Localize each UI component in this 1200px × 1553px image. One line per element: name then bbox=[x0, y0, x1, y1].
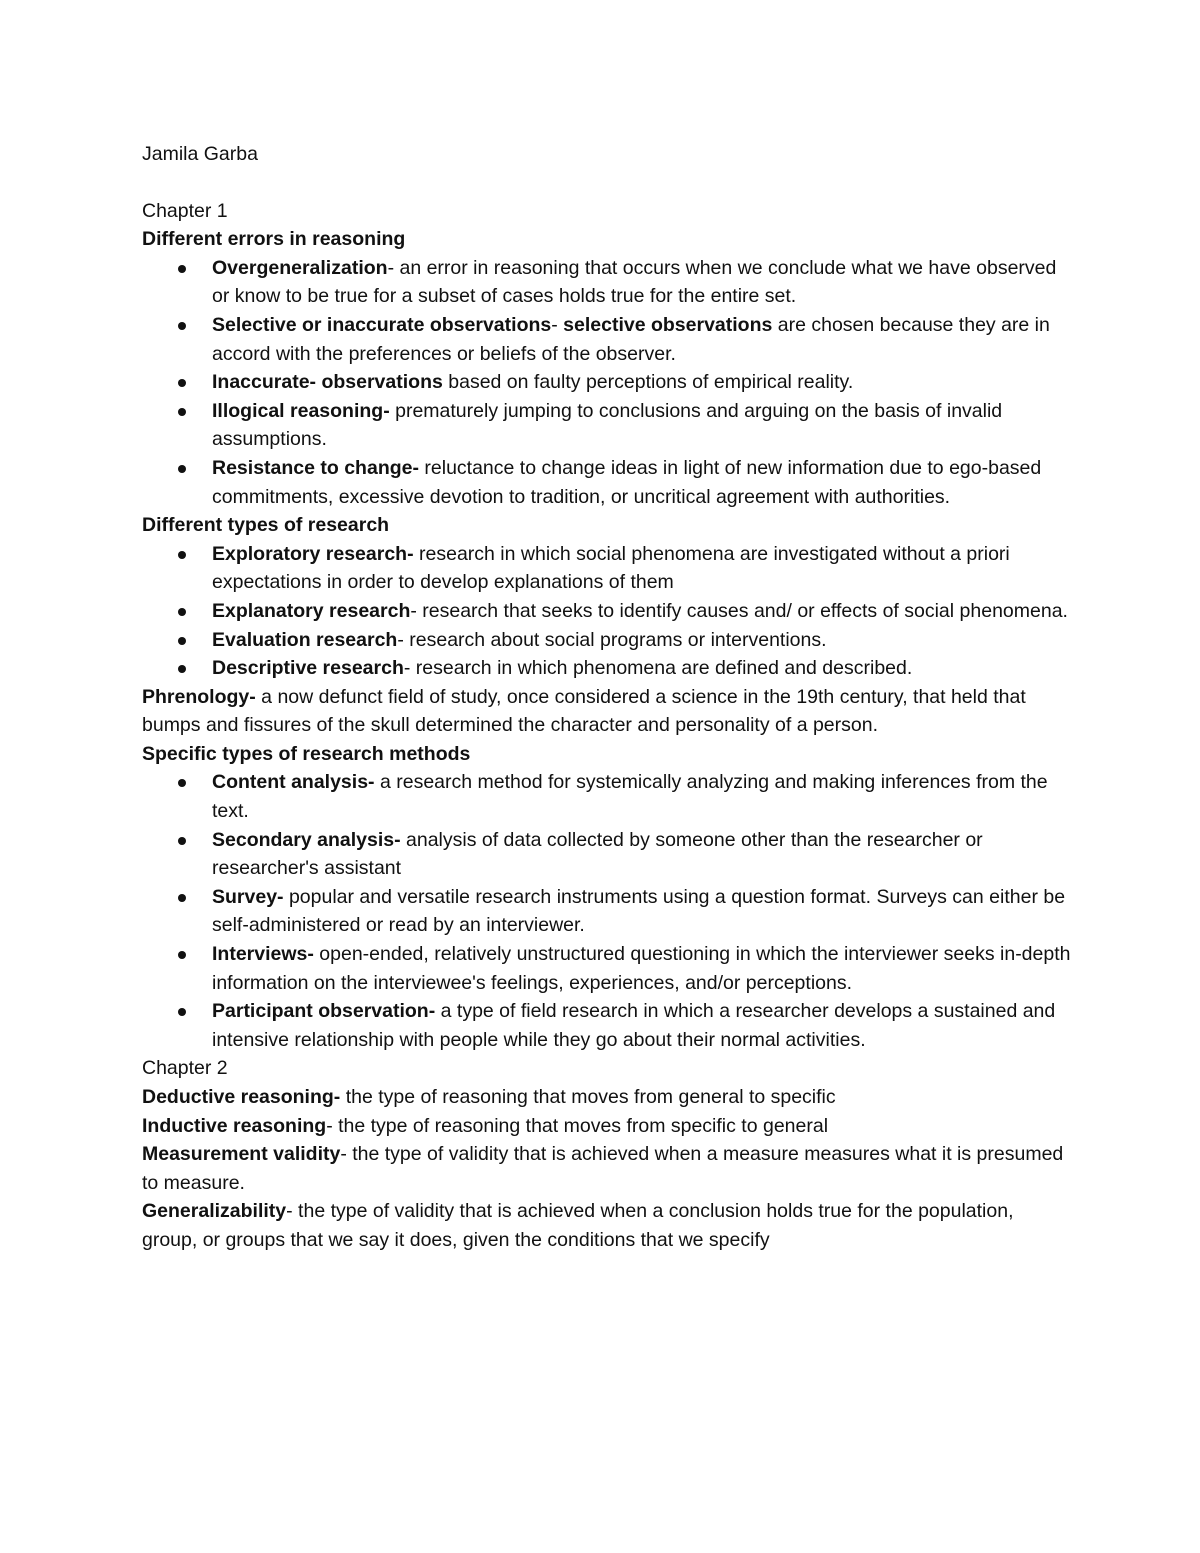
list-item bbox=[212, 883, 1072, 940]
definition: - research in which phenomena are defined and described. bbox=[403, 657, 913, 680]
term: Content analysis- bbox=[212, 771, 375, 794]
definition: are chosen because they are in accord with the preferences or beliefs of the observer. bbox=[212, 313, 1050, 365]
phrenology-paragraph bbox=[142, 683, 1072, 740]
term: Participant observation- bbox=[212, 1000, 436, 1023]
list-item bbox=[212, 254, 1072, 311]
author-name: Jamila Garba bbox=[142, 143, 258, 165]
definition: analysis of data collected by someone other than the researcher or researcher's assistant bbox=[212, 828, 983, 880]
definition: research in which social phenomena are investigated without a priori expectations in order to develop explanations of them bbox=[212, 542, 1010, 594]
list-item bbox=[212, 654, 1072, 683]
definition: popular and versatile research instruments using a question format. Surveys can either be self-administered or read by an interviewer. bbox=[212, 885, 1066, 937]
term: Measurement validity bbox=[142, 1143, 341, 1166]
term: Descriptive research bbox=[212, 657, 404, 680]
methods-list bbox=[142, 768, 1072, 1054]
term: Inductive reasoning bbox=[142, 1114, 327, 1137]
list-item bbox=[212, 940, 1072, 997]
term: Phrenology- bbox=[142, 685, 256, 708]
list-item bbox=[212, 397, 1072, 454]
definition: - the type of validity that is achieved when a measure measures what it is presumed to measure. bbox=[142, 1143, 1064, 1194]
definition: a research method for systemically analyzing and making inferences from the text. bbox=[212, 771, 1048, 823]
list-item bbox=[212, 540, 1072, 597]
definition-paragraph bbox=[142, 1083, 1072, 1112]
definition: - the type of validity that is achieved when a conclusion holds true for the population, group, or groups that we say it does, given the conditions that we specify bbox=[142, 1200, 1014, 1251]
definition-paragraph bbox=[142, 1112, 1072, 1141]
definition: the type of reasoning that moves from general to specific bbox=[340, 1086, 836, 1108]
term: Secondary analysis- bbox=[212, 828, 401, 851]
definition: - an error in reasoning that occurs when we conclude what we have observed or know to be true for a subset of cases holds true for the entire set. bbox=[212, 256, 1057, 308]
term: Inaccurate- observations bbox=[212, 371, 443, 394]
definition: prematurely jumping to conclusions and arguing on the basis of invalid assumptions. bbox=[212, 399, 1003, 451]
list-item bbox=[212, 368, 1072, 397]
list-item bbox=[212, 311, 1072, 368]
term: Interviews- bbox=[212, 943, 314, 966]
types-list bbox=[142, 540, 1072, 683]
term: Exploratory research- bbox=[212, 542, 414, 565]
term: Overgeneralization bbox=[212, 256, 388, 279]
list-item bbox=[212, 768, 1072, 825]
definition: open-ended, relatively unstructured questioning in which the interviewer seeks in-depth information on the interviewee's feelings, experiences, and/or perceptions. bbox=[212, 943, 1071, 994]
term: Survey- bbox=[212, 885, 284, 908]
list-item bbox=[212, 454, 1072, 511]
list-item bbox=[212, 997, 1072, 1054]
definition: - the type of reasoning that moves from specific to general bbox=[326, 1114, 829, 1137]
definition-paragraph bbox=[142, 1140, 1072, 1197]
types-heading: Different types of research bbox=[142, 514, 390, 537]
definition: - bbox=[551, 313, 564, 336]
term: Evaluation research bbox=[212, 628, 398, 651]
term: Selective or inaccurate observations bbox=[212, 313, 552, 336]
definition: a now defunct field of study, once considered a science in the 19th century, that held that bumps and fissures of the skull determined the character and personality of a person. bbox=[142, 685, 1026, 737]
errors-list bbox=[142, 254, 1072, 511]
list-item bbox=[212, 826, 1072, 883]
chapter-1-title: Chapter 1 bbox=[142, 199, 228, 222]
term: Deductive reasoning- bbox=[142, 1086, 341, 1108]
definition-paragraph bbox=[142, 1197, 1072, 1254]
definition: a type of field research in which a researcher develops a sustained and intensive relationship with people while they go about their normal activities. bbox=[212, 1000, 1056, 1051]
definition: based on faulty perceptions of empirical reality. bbox=[442, 371, 854, 394]
list-item bbox=[212, 597, 1072, 626]
definition: - research that seeks to identify causes and/ or effects of social phenomena. bbox=[410, 599, 1068, 622]
term: Illogical reasoning- bbox=[212, 399, 390, 422]
document-page bbox=[142, 140, 1072, 1255]
term: Resistance to change- bbox=[212, 456, 419, 479]
list-item bbox=[212, 626, 1072, 655]
definition: reluctance to change ideas in light of new information due to ego-based commitments, excessive devotion to tradition, or uncritical agreement with authorities. bbox=[212, 456, 1042, 508]
errors-heading: Different errors in reasoning bbox=[142, 228, 406, 251]
definition: - research about social programs or interventions. bbox=[397, 628, 827, 651]
term: Generalizability bbox=[142, 1200, 287, 1223]
term: Explanatory research bbox=[212, 599, 411, 622]
chapter-2-title: Chapter 2 bbox=[142, 1057, 228, 1080]
methods-heading: Specific types of research methods bbox=[142, 742, 471, 765]
term: selective observations bbox=[563, 313, 773, 336]
